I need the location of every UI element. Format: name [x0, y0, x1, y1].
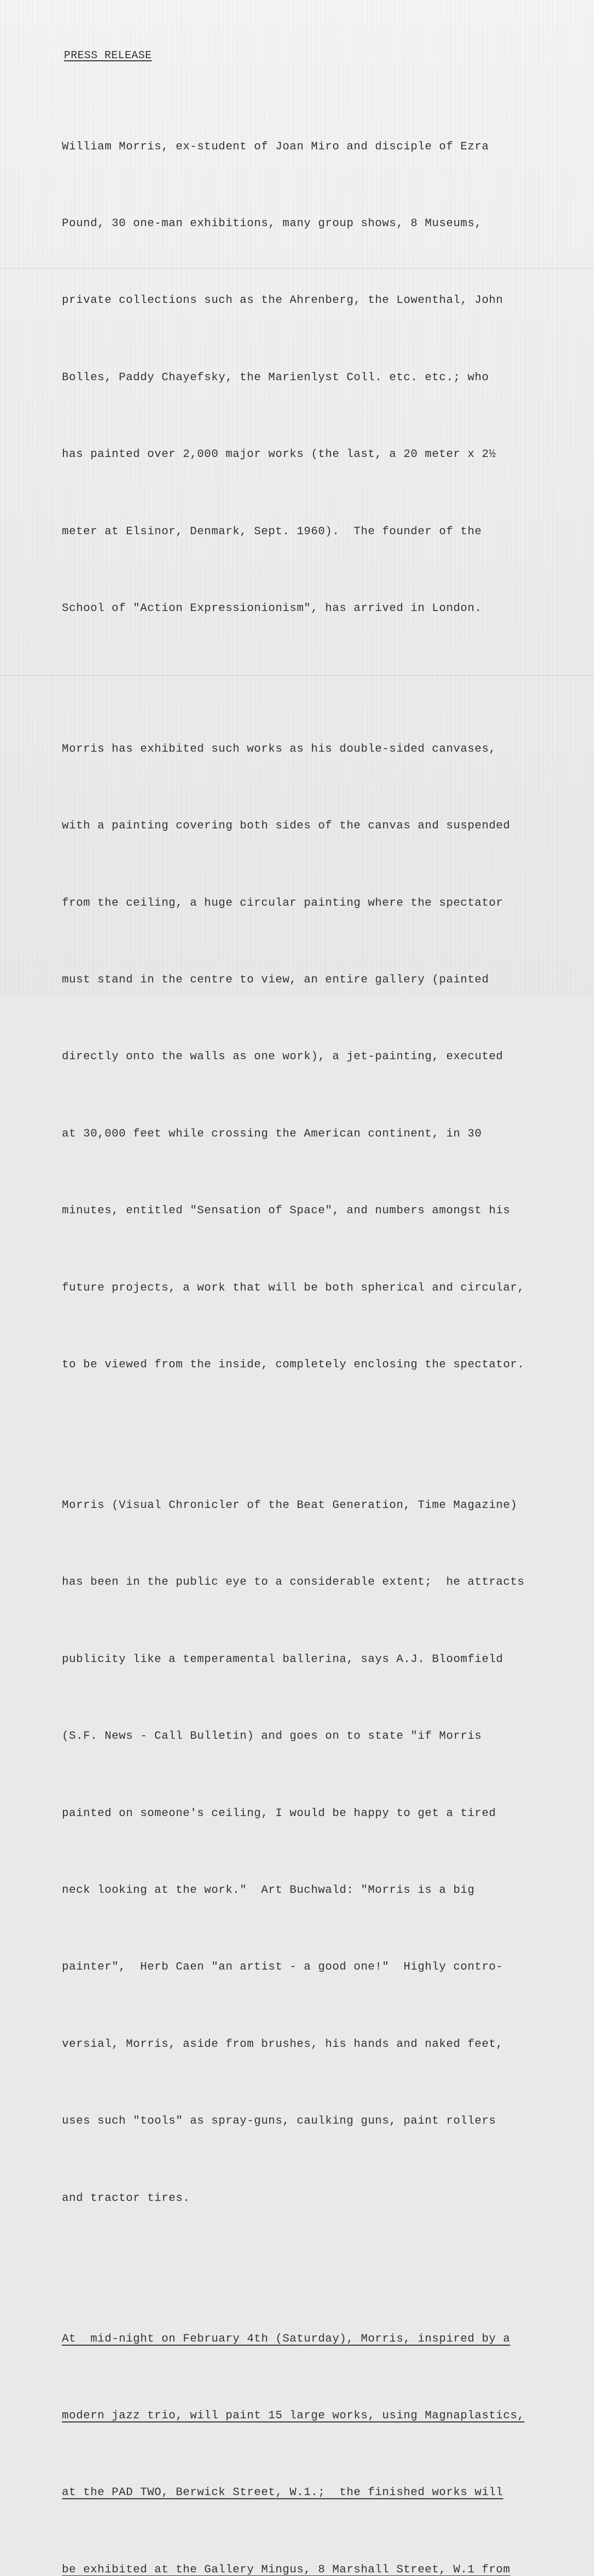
text-line: At mid-night on February 4th (Saturday), Morris, inspired by a [62, 2332, 510, 2345]
text-line: (S.F. News - Call Bulletin) and goes on to state "if Morris [62, 1730, 482, 1743]
document-heading: PRESS RELEASE [64, 50, 152, 62]
text-line: neck looking at the work." Art Buchwald: "Morris is a big [62, 1883, 475, 1896]
text-line: at the PAD TWO, Berwick Street, W.1.; the finished works will [62, 2486, 503, 2499]
paragraph-event-announcement [62, 2275, 563, 2576]
text-line: and tractor tires. [62, 2191, 190, 2205]
text-line: has been in the public eye to a considerable extent; he attracts [62, 1575, 525, 1589]
text-line: publicity like a temperamental ballerina, says A.J. Bloomfield [62, 1652, 503, 1666]
text-line: from the ceiling, a huge circular painting where the spectator [62, 896, 503, 909]
text-line: Pound, 30 one-man exhibitions, many group shows, 8 Museums, [62, 216, 482, 230]
text-line: directly onto the walls as one work), a jet-painting, executed [62, 1050, 503, 1063]
text-line: William Morris, ex-student of Joan Miro and disciple of Ezra [62, 140, 489, 153]
text-line: modern jazz trio, will paint 15 large works, using Magnaplastics, [62, 2409, 525, 2422]
paragraph-exhibited-works [62, 685, 563, 1429]
paragraph-intro [62, 82, 563, 672]
text-line: has painted over 2,000 major works (the last, a 20 meter x 2½ [62, 448, 496, 461]
paragraph-press-quotes [62, 1441, 563, 2262]
paper-fold-line [0, 675, 594, 676]
text-line: future projects, a work that will be both spherical and circular, [62, 1281, 525, 1294]
text-line: Bolles, Paddy Chayefsky, the Marienlyst Coll. etc. etc.; who [62, 370, 489, 384]
text-line: painter", Herb Caen "an artist - a good one!" Highly contro- [62, 1960, 503, 1974]
text-line: Morris has exhibited such works as his double-sided canvases, [62, 742, 496, 755]
text-line: private collections such as the Ahrenberg, the Lowenthal, John [62, 294, 503, 307]
text-line: must stand in the centre to view, an entire gallery (painted [62, 973, 489, 987]
text-line: painted on someone's ceiling, I would be happy to get a tired [62, 1806, 496, 1820]
text-line: to be viewed from the inside, completely enclosing the spectator. [62, 1358, 525, 1371]
text-line: meter at Elsinor, Denmark, Sept. 1960). The founder of the [62, 524, 482, 538]
text-line: uses such "tools" as spray-guns, caulking guns, paint rollers [62, 2114, 496, 2128]
text-line: with a painting covering both sides of the canvas and suspended [62, 819, 510, 833]
text-line: at 30,000 feet while crossing the American continent, in 30 [62, 1127, 482, 1140]
paper-fold-line [0, 268, 594, 269]
text-line: minutes, entitled "Sensation of Space", and numbers amongst his [62, 1204, 510, 1217]
text-line: be exhibited at the Gallery Mingus, 8 Marshall Street, W.1 from [62, 2563, 510, 2576]
text-line: Morris (Visual Chronicler of the Beat Generation, Time Magazine) [62, 1499, 518, 1512]
text-line: versial, Morris, aside from brushes, his hands and naked feet, [62, 2037, 503, 2050]
text-line: School of "Action Expressionionism", has arrived in London. [62, 601, 482, 615]
